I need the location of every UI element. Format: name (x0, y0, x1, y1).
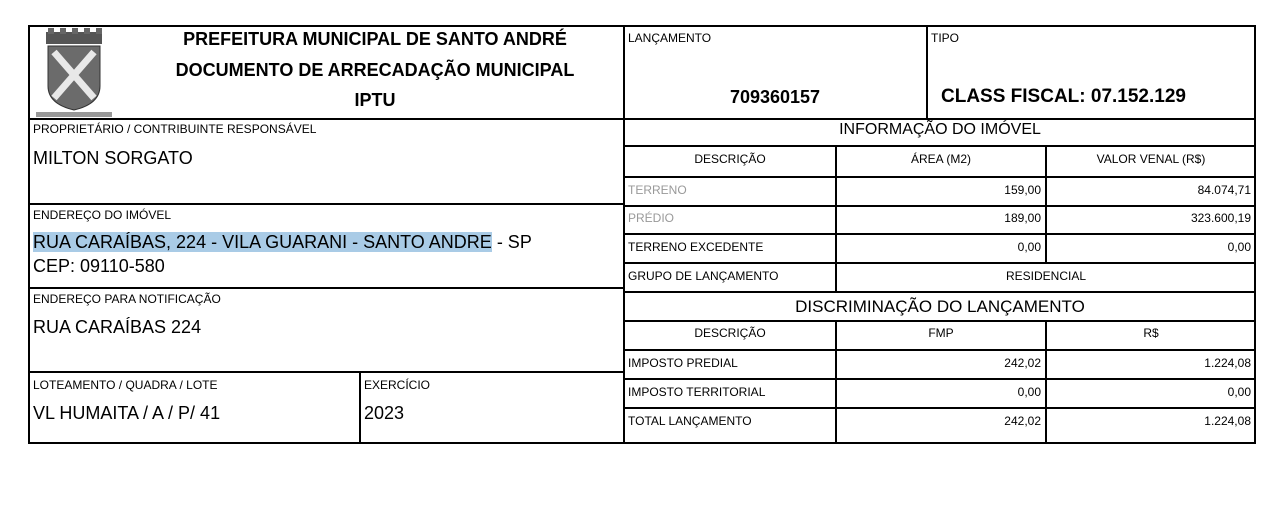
breakdown-header-fmp: FMP (928, 326, 954, 340)
info-row-value: 84.074,71 (1197, 183, 1251, 197)
info-row-desc: TERRENO (628, 183, 687, 197)
breakdown-row-desc: TOTAL LANÇAMENTO (628, 414, 752, 428)
divider (623, 176, 1256, 178)
property-info-title: INFORMAÇÃO DO IMÓVEL (839, 121, 1041, 138)
info-header-value: VALOR VENAL (R$) (1096, 152, 1206, 166)
divider (623, 233, 1256, 235)
property-address-highlighted: RUA CARAÍBAS, 224 - VILA GUARANI - SANTO ANDRE (33, 232, 492, 252)
info-row-value: 323.600,19 (1190, 211, 1251, 225)
info-row-area: 159,00 (1004, 183, 1041, 197)
info-header-desc: DESCRIÇÃO (694, 152, 766, 166)
crest-logo (34, 28, 114, 118)
divider (623, 118, 1256, 120)
divider (623, 320, 1256, 322)
breakdown-row-rs: 0,00 (1227, 385, 1251, 399)
lot-label: LOTEAMENTO / QUADRA / LOTE (33, 378, 218, 392)
property-cep: CEP: 09110-580 (33, 256, 165, 276)
header-line-2: DOCUMENTO DE ARRECADAÇÃO MUNICIPAL (175, 60, 575, 80)
divider (623, 291, 1256, 293)
notification-address-value: RUA CARAÍBAS 224 (33, 317, 202, 337)
info-row-value: 0,00 (1227, 240, 1251, 254)
lot-value: VL HUMAITA / A / P/ 41 (33, 403, 221, 423)
launch-label: LANÇAMENTO (628, 31, 712, 45)
exercise-label: EXERCÍCIO (364, 378, 431, 392)
property-address-state: - SP (491, 232, 532, 252)
owner-label: PROPRIETÁRIO / CONTRIBUINTE RESPONSÁVEL (33, 122, 317, 136)
breakdown-row-fmp: 242,02 (1004, 356, 1041, 370)
exercise-value: 2023 (364, 403, 405, 423)
divider (623, 349, 1256, 351)
divider (28, 118, 624, 120)
divider (28, 203, 624, 205)
breakdown-row-desc: IMPOSTO PREDIAL (628, 356, 738, 370)
launch-value: 709360157 (729, 87, 821, 107)
property-address-label: ENDEREÇO DO IMÓVEL (33, 208, 172, 222)
info-row-desc: PRÉDIO (628, 211, 675, 225)
type-label: TIPO (931, 31, 960, 45)
breakdown-row-fmp: 0,00 (1017, 385, 1041, 399)
breakdown-header-rs: R$ (1143, 326, 1159, 340)
property-address-value (33, 232, 532, 253)
notification-address-label: ENDEREÇO PARA NOTIFICAÇÃO (33, 292, 221, 306)
owner-value: MILTON SORGATO (33, 148, 193, 168)
info-header-area: ÁREA (M2) (910, 152, 971, 166)
divider (28, 287, 624, 289)
header-line-1: PREFEITURA MUNICIPAL DE SANTO ANDRÉ (183, 29, 567, 49)
breakdown-row-desc: IMPOSTO TERRITORIAL (628, 385, 766, 399)
breakdown-row-fmp: 242,02 (1004, 414, 1041, 428)
group-value: RESIDENCIAL (1005, 269, 1087, 283)
divider (359, 371, 361, 444)
divider (623, 407, 1256, 409)
divider (623, 145, 1256, 147)
divider (623, 378, 1256, 380)
info-row-area: 0,00 (1017, 240, 1041, 254)
breakdown-header-desc: DESCRIÇÃO (694, 326, 766, 340)
info-row-area: 189,00 (1004, 211, 1041, 225)
header-line-3: IPTU (354, 90, 396, 110)
divider (926, 25, 928, 119)
type-value: CLASS FISCAL: 07.152.129 (941, 86, 1186, 107)
divider (623, 262, 1256, 264)
info-row-desc: TERRENO EXCEDENTE (628, 240, 764, 254)
group-label: GRUPO DE LANÇAMENTO (628, 269, 779, 283)
breakdown-row-rs: 1.224,08 (1204, 414, 1251, 428)
breakdown-title: DISCRIMINAÇÃO DO LANÇAMENTO (795, 297, 1085, 316)
divider (28, 371, 624, 373)
breakdown-row-rs: 1.224,08 (1204, 356, 1251, 370)
divider (623, 205, 1256, 207)
